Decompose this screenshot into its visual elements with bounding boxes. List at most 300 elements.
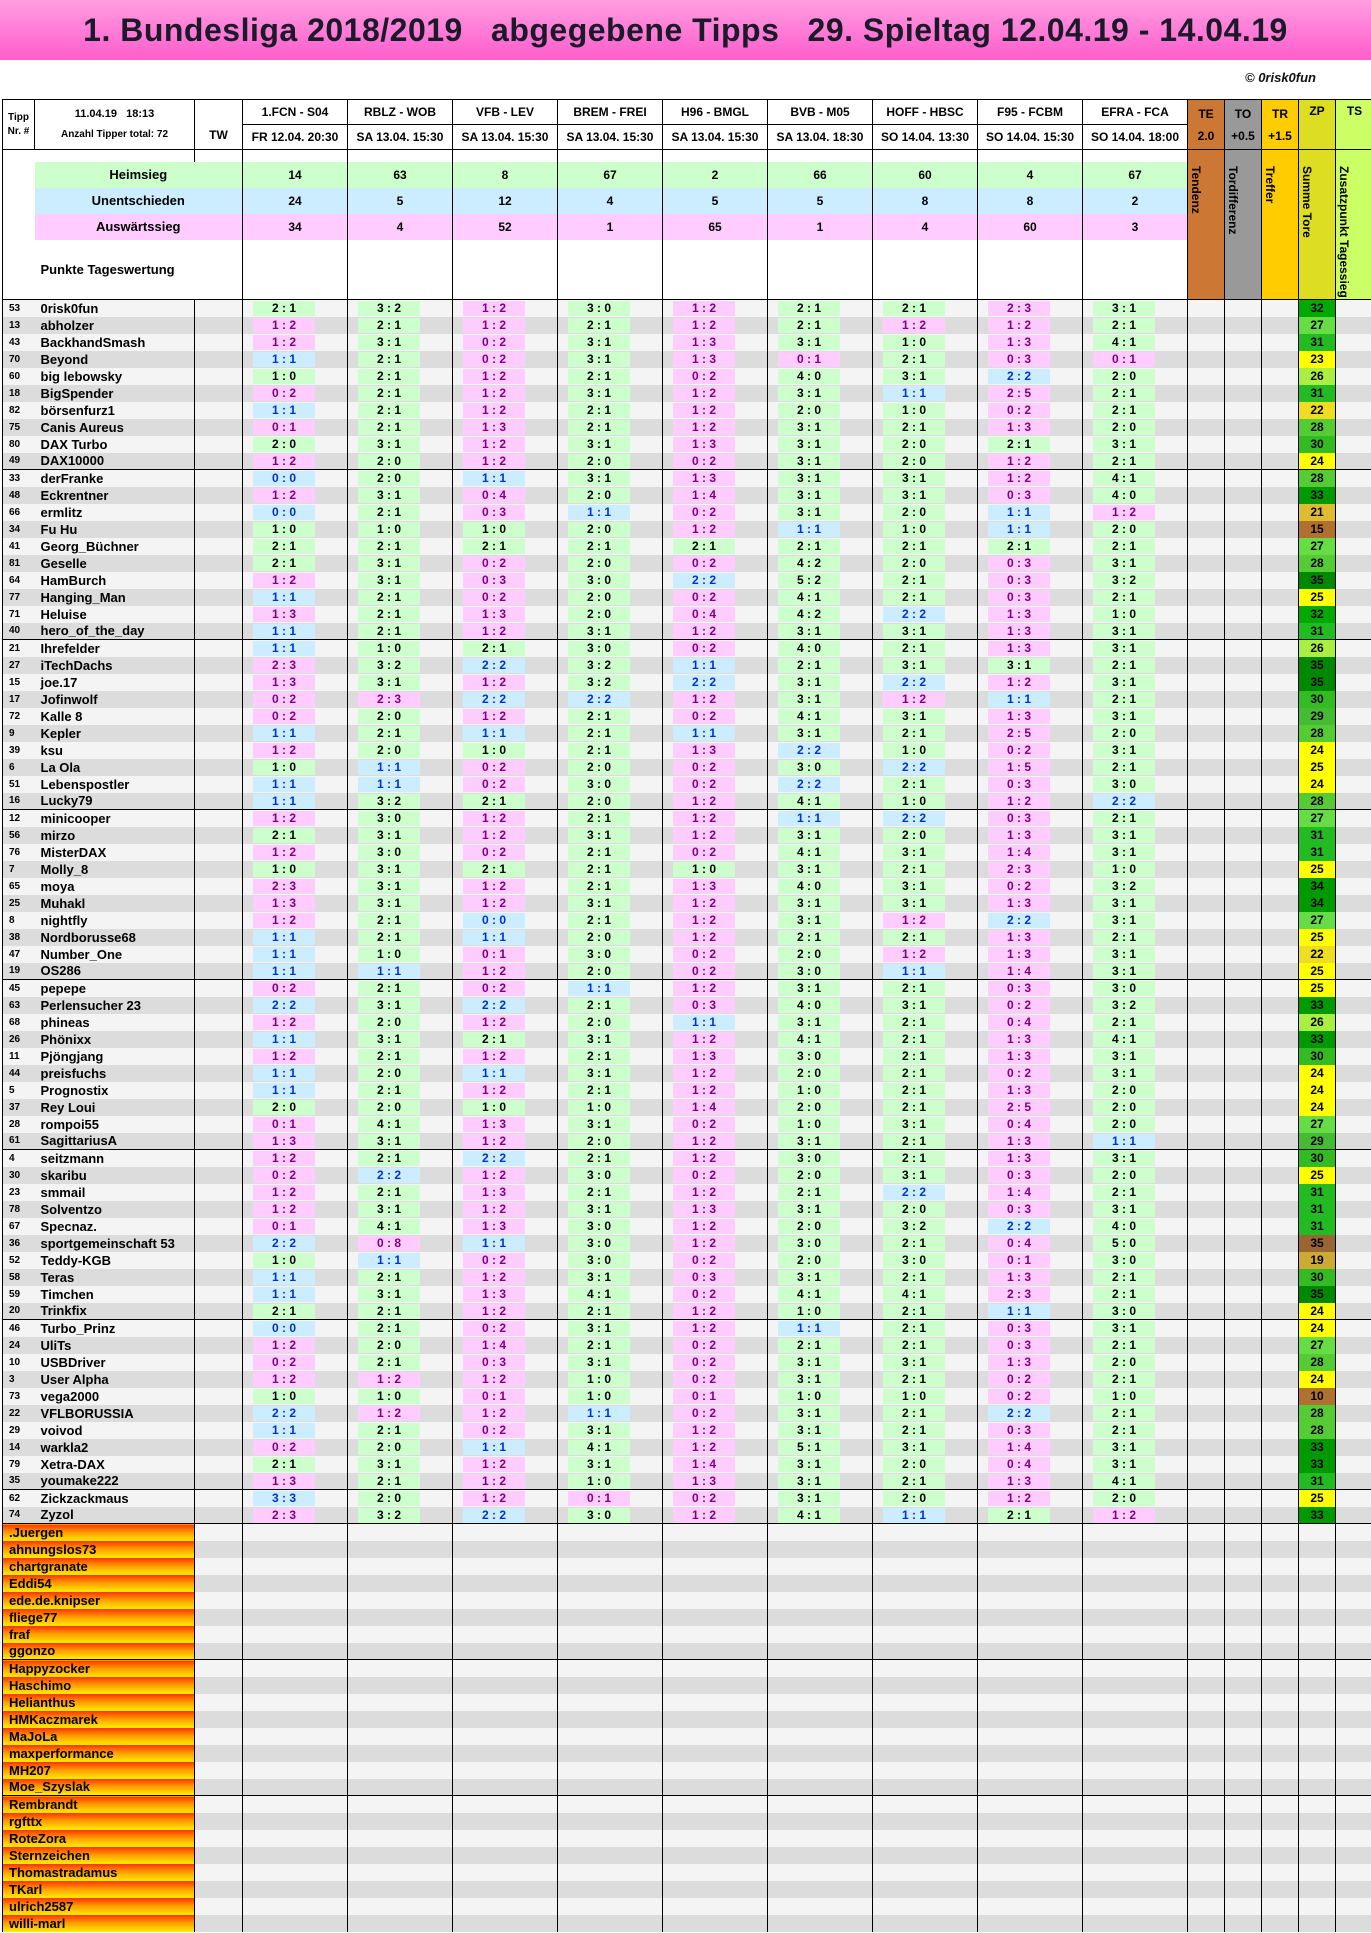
tip-cell [873,1796,978,1813]
zp-value: 33 [1310,998,1324,1012]
tip-value: 1 : 1 [463,1236,525,1251]
tip-cell [768,1728,873,1745]
tip-value: 1 : 2 [463,964,525,979]
tip-cell [873,1762,978,1779]
missing-player-row [3,1915,1371,1932]
tip-cell [768,1320,873,1337]
tip-value: 2 : 1 [463,641,525,656]
zp-value: 31 [1310,828,1324,842]
tip-cell [243,470,348,487]
te-cell [1188,1201,1225,1218]
tw-cell [195,572,243,589]
tip-cell [453,317,558,334]
tip-cell [558,827,663,844]
tip-value: 1 : 2 [463,1474,525,1489]
tip-value: 1 : 2 [463,369,525,384]
tip-value: 2 : 0 [358,1491,420,1506]
player-name: Hanging_Man [35,589,195,606]
score-cell [1262,1847,1299,1864]
tip-cell [453,1422,558,1439]
vertical-label [1225,162,1262,300]
tip-cell [243,1354,348,1371]
tw-cell [195,317,243,334]
tip-value: 0 : 2 [463,590,525,605]
zp-score [1299,793,1336,810]
zp-score [1299,1082,1336,1099]
vertical-label [1262,162,1299,300]
ts-cell [1336,1337,1371,1354]
tip-cell [453,963,558,980]
tip-cell [1083,1286,1188,1303]
tip-cell [453,776,558,793]
tip-cell [1083,317,1188,334]
tip-cell [558,1541,663,1558]
tip-value: 4 : 0 [1093,1219,1155,1234]
punkte-label: Punkte Tageswertung [40,261,175,277]
tip-cell [1083,1099,1188,1116]
tip-cell [768,759,873,776]
tip-value: 1 : 2 [883,947,945,962]
player-nr: 17 [3,691,35,708]
tw-cell [195,1320,243,1337]
score-cell [1336,1847,1371,1864]
tip-value: 0 : 0 [253,471,315,486]
tip-value: 3 : 2 [1093,573,1155,588]
tip-cell [1083,1337,1188,1354]
tip-cell [978,1116,1083,1133]
tip-cell [978,351,1083,368]
player-nr: 81 [3,555,35,572]
tip-cell [978,1881,1083,1898]
missing-player-name: .Juergen [3,1524,195,1541]
player-nr: 52 [3,1252,35,1269]
tip-cell [243,606,348,623]
tip-cell [453,589,558,606]
tip-value: 3 : 1 [883,471,945,486]
tip-cell [348,606,453,623]
tip-cell [873,1167,978,1184]
tip-value: 0 : 2 [463,1253,525,1268]
spacer-cell [768,150,873,162]
punkte-cell [453,240,558,300]
tip-value: 2 : 0 [1093,1117,1155,1132]
te-cell [1188,912,1225,929]
vertical-label-text: Zusatzpunkt Tagessieg [1337,165,1351,298]
tip-cell [978,1218,1083,1235]
tip-cell [1083,1269,1188,1286]
tip-cell [453,997,558,1014]
tw-cell [195,691,243,708]
score-cell [1262,1524,1299,1541]
tip-cell [558,1728,663,1745]
tip-cell [768,929,873,946]
tr-cell [1262,1167,1299,1184]
zp-value: 24 [1310,453,1324,468]
tip-cell [243,419,348,436]
tip-value: 2 : 1 [568,1304,630,1319]
tip-cell [978,419,1083,436]
tip-cell [663,1439,768,1456]
zp-value: 21 [1310,505,1324,519]
player-nr: 70 [3,351,35,368]
tip-cell [768,1150,873,1167]
tip-cell [243,929,348,946]
player-nr: 60 [3,368,35,385]
tip-cell [453,1524,558,1541]
tip-value: 3 : 1 [1093,1457,1155,1472]
player-row [3,1303,1371,1320]
zp-score [1299,419,1336,436]
tw-cell [195,1133,243,1150]
te-cell [1188,1218,1225,1235]
tip-value: 1 : 2 [673,1508,735,1523]
tip-value: 3 : 1 [1093,709,1155,724]
score-cell [1262,1677,1299,1694]
score-cell [1262,1711,1299,1728]
tip-value: 0 : 1 [1093,352,1155,367]
tw-cell [195,555,243,572]
tip-cell [978,487,1083,504]
tip-cell [453,1507,558,1524]
tw-cell [195,946,243,963]
tip-value: 1 : 1 [568,1406,630,1421]
tip-cell [663,368,768,385]
to-cell [1225,555,1262,572]
tip-value: 2 : 1 [568,913,630,928]
tip-cell [348,657,453,674]
tip-cell [348,827,453,844]
tip-cell [663,1422,768,1439]
tip-cell [978,589,1083,606]
tip-cell [558,1847,663,1864]
tip-cell [558,504,663,521]
missing-player-name: ulrich2587 [3,1898,195,1915]
tip-value: 2 : 2 [883,607,945,622]
to-cell [1225,385,1262,402]
score-cell [1188,1677,1225,1694]
tip-value: 2 : 3 [253,658,315,673]
player-nr: 48 [3,487,35,504]
ts-cell [1336,963,1371,980]
tip-cell [978,402,1083,419]
tip-cell [663,1490,768,1507]
tip-cell [663,1150,768,1167]
punkte-cell [663,240,768,300]
te-cell [1188,1252,1225,1269]
to-cell [1225,1014,1262,1031]
tip-value: 2 : 3 [988,862,1050,877]
tip-cell [243,946,348,963]
tip-cell [243,317,348,334]
tip-cell [978,1320,1083,1337]
tip-cell [663,402,768,419]
tip-cell [453,742,558,759]
tip-cell [663,470,768,487]
te-cell [1188,810,1225,827]
player-row [3,317,1371,334]
tip-cell [348,1898,453,1915]
tip-value: 2 : 2 [988,1406,1050,1421]
tip-cell [558,1133,663,1150]
missing-player-row [3,1881,1371,1898]
zp-value: 19 [1310,1253,1324,1267]
player-row [3,793,1371,810]
player-nr: 4 [3,1150,35,1167]
tip-cell [978,759,1083,776]
tip-value: 2 : 2 [568,692,630,707]
zp-score [1299,623,1336,640]
tip-cell [663,1779,768,1796]
missing-player-name: Happyzocker [3,1660,195,1677]
tip-cell [768,1422,873,1439]
tr-cell [1262,1133,1299,1150]
score-cell [1336,1779,1371,1796]
zp-score [1299,555,1336,572]
tip-cell [243,725,348,742]
player-row [3,1507,1371,1524]
tip-cell [1083,1677,1188,1694]
tip-value: 3 : 1 [778,1372,840,1387]
player-name: big lebowsky [35,368,195,385]
tw-cell [195,1048,243,1065]
tip-cell [348,1779,453,1796]
zp-value: 31 [1310,1219,1324,1233]
ts-cell [1336,674,1371,691]
te-cell [1188,929,1225,946]
tip-cell [873,776,978,793]
tip-cell [663,1881,768,1898]
player-name: warkla2 [35,1439,195,1456]
vertical-label-text: Summe Tore [1300,165,1314,238]
tip-value: 3 : 1 [883,1168,945,1183]
tip-value: 2 : 0 [568,1015,630,1030]
tip-cell [873,1031,978,1048]
game-header-2 [453,100,558,150]
player-row [3,1099,1371,1116]
tip-value: 2 : 1 [358,352,420,367]
zp-score [1299,929,1336,946]
tip-value: 2 : 0 [253,1100,315,1115]
tip-value: 1 : 1 [463,471,525,486]
tip-value: 1 : 2 [463,811,525,826]
tip-value: 2 : 2 [778,777,840,792]
tip-cell [348,1303,453,1320]
score-cell [1225,1796,1262,1813]
tip-cell [453,1490,558,1507]
tip-cell [453,1626,558,1643]
tip-cell [1083,453,1188,470]
tip-value: 2 : 1 [883,1134,945,1149]
tip-value: 1 : 2 [673,1083,735,1098]
tip-value: 1 : 2 [463,828,525,843]
tip-cell [978,1082,1083,1099]
tip-value: 1 : 3 [988,1032,1050,1047]
tip-value: 3 : 1 [883,896,945,911]
tw-cell [195,606,243,623]
tip-cell [873,1439,978,1456]
player-row [3,334,1371,351]
tip-cell [873,419,978,436]
tr-cell [1262,1048,1299,1065]
ts-cell [1336,1235,1371,1252]
tip-cell [978,963,1083,980]
tr-cell [1262,963,1299,980]
tip-cell [1083,827,1188,844]
tip-value: 2 : 1 [568,811,630,826]
tip-value: 3 : 1 [778,692,840,707]
to-cell [1225,1082,1262,1099]
tip-cell [348,793,453,810]
game-header-7 [978,100,1083,150]
tip-value: 3 : 2 [568,658,630,673]
tip-value: 0 : 2 [673,845,735,860]
tip-cell [558,878,663,895]
tip-value: 2 : 1 [883,301,945,316]
tip-value: 0 : 4 [673,607,735,622]
tw-cell [195,997,243,1014]
tr-cell [1262,980,1299,997]
player-row [3,1031,1371,1048]
ts-cell [1336,1303,1371,1320]
tip-cell [558,674,663,691]
tip-cell [243,1167,348,1184]
tip-cell [453,657,558,674]
tip-value: 1 : 1 [778,522,840,537]
tip-value: 3 : 1 [568,471,630,486]
tip-cell [663,1847,768,1864]
player-name: iTechDachs [35,657,195,674]
tip-cell [663,776,768,793]
ts-cell [1336,436,1371,453]
tip-cell [978,691,1083,708]
tip-cell [348,810,453,827]
tip-cell [348,1439,453,1456]
tip-cell [873,504,978,521]
missing-player-row [3,1524,1371,1541]
tip-value: 1 : 2 [673,1236,735,1251]
tip-cell [1083,538,1188,555]
tr-cell [1262,810,1299,827]
summary-value: 4 [978,162,1083,188]
tip-value: 1 : 2 [463,675,525,690]
tip-cell [1083,1898,1188,1915]
tip-value: 0 : 3 [673,998,735,1013]
tip-cell [978,1388,1083,1405]
tip-value: 2 : 1 [883,1032,945,1047]
summary-value: 14 [243,162,348,188]
zp-score [1299,674,1336,691]
missing-player-row [3,1643,1371,1660]
tip-value: 0 : 2 [253,1168,315,1183]
score-cell [1299,1592,1336,1609]
to-cell [1225,1371,1262,1388]
player-row [3,861,1371,878]
tw-cell [195,1813,243,1830]
tip-value: 2 : 1 [358,539,420,554]
tip-value: 1 : 0 [463,522,525,537]
tip-cell [873,1218,978,1235]
tip-cell [663,1184,768,1201]
te-cell [1188,623,1225,640]
player-nr: 28 [3,1116,35,1133]
tip-value: 1 : 2 [463,896,525,911]
spacer-cell [1299,150,1336,162]
tip-value: 1 : 2 [988,675,1050,690]
te-cell [1188,351,1225,368]
tip-value: 1 : 3 [253,607,315,622]
score-cell [1188,1847,1225,1864]
tip-value: 1 : 2 [673,1066,735,1081]
tip-value: 1 : 2 [673,794,735,809]
tip-cell [243,912,348,929]
tip-value: 2 : 0 [568,454,630,469]
tip-cell [453,1201,558,1218]
tip-cell [1083,861,1188,878]
ts-cell [1336,1456,1371,1473]
tip-cell [453,1898,558,1915]
tip-value: 1 : 4 [673,1100,735,1115]
player-name: Jofinwolf [35,691,195,708]
tip-cell [768,1541,873,1558]
tr-cell [1262,1218,1299,1235]
tip-cell [663,1405,768,1422]
tip-cell [663,1337,768,1354]
tip-cell [1083,1660,1188,1677]
tip-cell [243,555,348,572]
zp-score [1299,1014,1336,1031]
tip-value: 0 : 2 [463,556,525,571]
tip-value: 2 : 1 [568,709,630,724]
tip-cell [873,385,978,402]
tip-value: 2 : 0 [568,930,630,945]
tip-cell [663,793,768,810]
zp-score [1299,827,1336,844]
tr-cell [1262,1405,1299,1422]
tip-value: 2 : 1 [883,352,945,367]
tip-cell [873,1252,978,1269]
tip-cell [348,487,453,504]
tip-value: 2 : 0 [568,556,630,571]
tip-cell [978,1252,1083,1269]
game-header-3 [558,100,663,150]
tip-cell [768,402,873,419]
player-name: Teras [35,1269,195,1286]
tip-value: 2 : 1 [778,930,840,945]
tip-cell [873,1830,978,1847]
tip-cell [558,1286,663,1303]
tip-value: 2 : 1 [883,1236,945,1251]
ts-cell [1336,589,1371,606]
tip-value: 2 : 0 [778,1253,840,1268]
score-cell [1225,1881,1262,1898]
tip-cell [978,1660,1083,1677]
player-nr: 80 [3,436,35,453]
tip-cell [1083,623,1188,640]
tip-cell [768,470,873,487]
tw-cell [195,1388,243,1405]
tip-cell [873,1354,978,1371]
tip-cell [1083,776,1188,793]
tip-cell [663,810,768,827]
score-cell [1225,1643,1262,1660]
tip-cell [663,538,768,555]
player-name: Kalle 8 [35,708,195,725]
tip-cell [768,980,873,997]
tip-cell [978,504,1083,521]
score-cell [1299,1864,1336,1881]
tip-cell [663,1677,768,1694]
tr-cell [1262,946,1299,963]
